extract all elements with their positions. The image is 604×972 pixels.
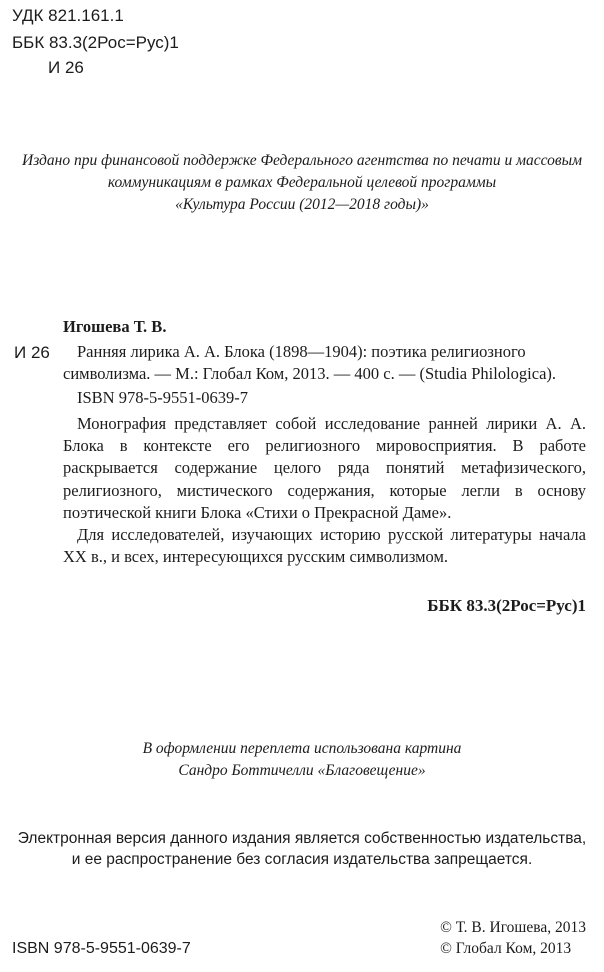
funding-line: Издано при финансовой поддержке Федерального агентства по печати и массовым	[22, 152, 582, 169]
udk-code: УДК 821.161.1	[12, 6, 124, 25]
rights-line: и ее распространение без согласия издательства запрещается.	[71, 851, 533, 868]
bbk-code: ББК 83.3(2Рос=Рус)1	[12, 33, 179, 52]
funding-note	[14, 150, 590, 216]
rights-notice	[8, 828, 596, 870]
funding-line: «Культура России (2012—2018 годы)»	[175, 196, 429, 213]
record-author: Игошева Т. В.	[63, 317, 167, 336]
bbk-index: ББК 83.3(2Рос=Рус)1	[427, 596, 586, 615]
funding-line: коммуникациям в рамках Федеральной целевой программы	[107, 174, 497, 191]
record-title-line: символизма. — М.: Глобал Ком, 2013. — 400 с. — (Studia Philologica).	[63, 364, 557, 383]
cover-note-line: В оформлении переплета использована картина	[142, 740, 462, 757]
author-mark: И 26	[48, 58, 84, 77]
abstract	[63, 413, 586, 568]
cover-note	[14, 738, 590, 782]
abstract-paragraph: Монография представляет собой исследование ранней лирики А. А. Блока в контексте его религиозного мировосприятия. В работе раскрывается содержание целого ряда понятий метафизического, религиозного, мистического содержания, которые легли в основу поэтической книги Блока «Стихи о Прекрасной Даме».	[63, 414, 586, 522]
cover-note-line: Сандро Боттичелли «Благовещение»	[178, 762, 426, 779]
copyright-line: © Глобал Ком, 2013	[440, 940, 572, 957]
abstract-paragraph: Для исследователей, изучающих историю русской литературы начала XX в., и всех, интересующихся русским символизмом.	[63, 525, 586, 567]
record-author-mark: И 26	[14, 343, 50, 362]
rights-line: Электронная версия данного издания является собственностью издательства,	[17, 830, 587, 847]
isbn-footer: ISBN 978-5-9551-0639-7	[12, 940, 191, 957]
record-title-line: Ранняя лирика А. А. Блока (1898—1904): поэтика религиозного	[77, 342, 526, 361]
record-title	[63, 341, 586, 385]
copyright-line: © Т. В. Игошева, 2013	[440, 919, 586, 936]
copyright-block	[440, 917, 586, 959]
record-isbn: ISBN 978-5-9551-0639-7	[77, 388, 248, 407]
